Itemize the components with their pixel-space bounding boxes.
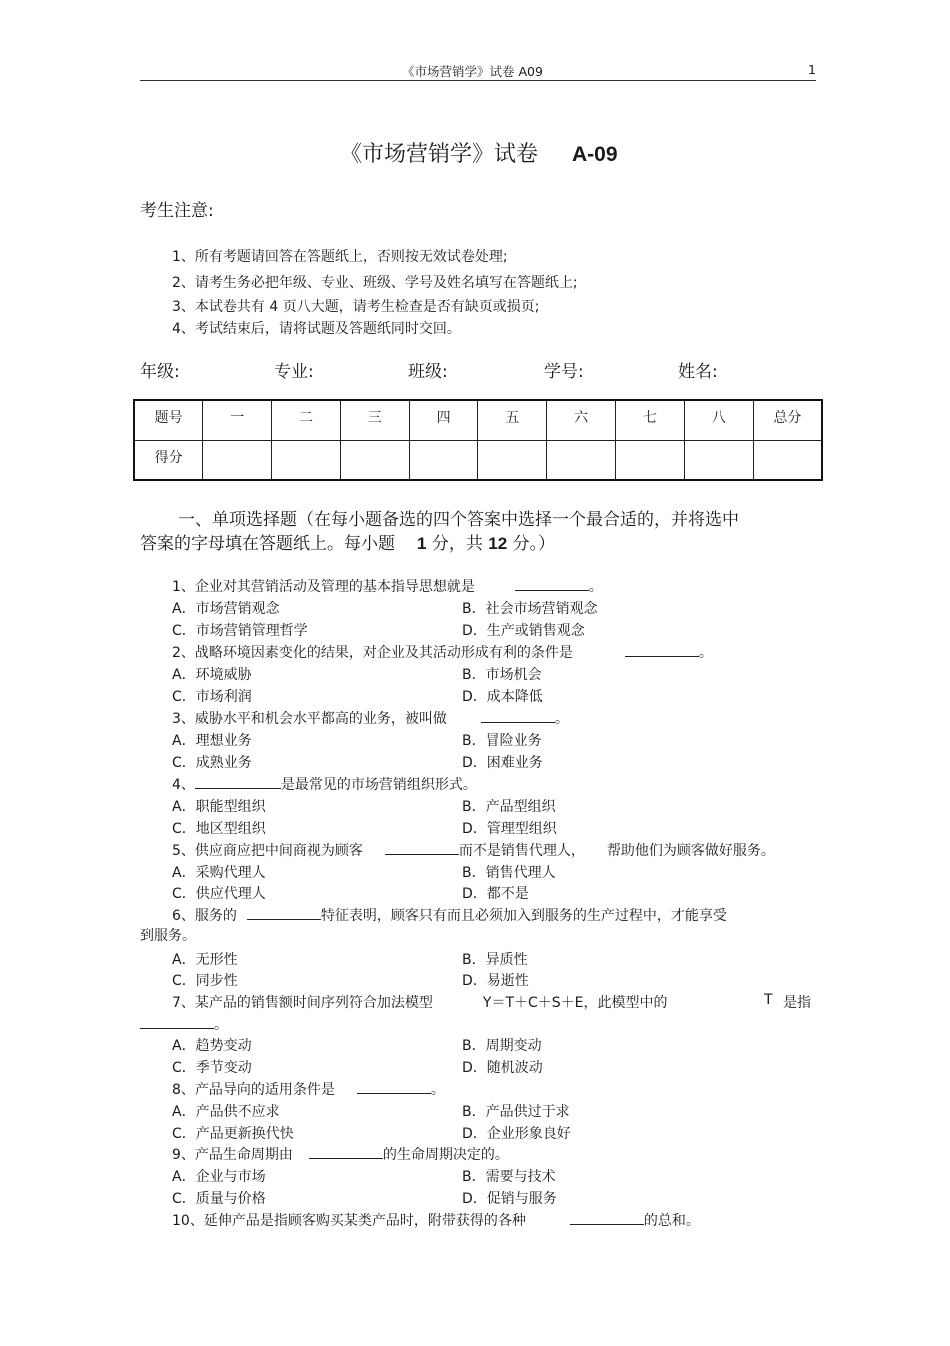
section1-total: 12: [488, 534, 508, 553]
score-cell: [478, 440, 547, 480]
title-code: A-09: [572, 143, 618, 166]
option-b: B．市场机会: [462, 667, 542, 683]
option-b: B．社会市场营销观念: [462, 601, 598, 617]
option-a: A．采购代理人: [172, 865, 266, 881]
question-end: 特征表明，顾客只有而且必须加入到服务的生产过程中，才能享受: [320, 908, 727, 924]
option-c: C．产品更新换代快: [172, 1126, 294, 1142]
score-header-cell: 二: [272, 400, 341, 440]
score-header-cell: 六: [547, 400, 616, 440]
question-stem: 10、延伸产品是指顾客购买某类产品时，附带获得的各种: [172, 1213, 526, 1229]
question-stem: 3、威胁水平和机会水平都高的业务，被叫做: [172, 711, 447, 727]
question-mid: 而不是销售代理人，: [458, 843, 585, 859]
section1-text: 分，共: [431, 534, 483, 554]
option-d: D．都不是: [462, 886, 529, 902]
option-c: C．地区型组织: [172, 821, 266, 837]
option-a: A．趋势变动: [172, 1038, 252, 1054]
notice-heading: 考生注意:: [140, 201, 214, 221]
answer-blank: [625, 642, 699, 657]
notice-item: 2、请考生务必把年级、专业、班级、学号及姓名填写在答题纸上;: [172, 275, 578, 291]
score-header-cell: 七: [616, 400, 685, 440]
question-end: 是最常见的市场营销组织形式。: [280, 777, 477, 793]
question-6-continuation: 到服务。: [140, 928, 196, 944]
option-d: D．生产或销售观念: [462, 623, 585, 639]
field-class: 班级:: [408, 362, 448, 382]
answer-blank: [481, 708, 555, 723]
score-header-cell: 三: [340, 400, 409, 440]
question-end: 。: [430, 1082, 445, 1098]
option-a: A．产品供不应求: [172, 1104, 280, 1120]
score-header-cell: 题号: [134, 400, 203, 440]
score-cell: [753, 440, 822, 480]
question-stem: 6、服务的: [172, 908, 237, 924]
score-cell: [616, 440, 685, 480]
question-9: [172, 1144, 509, 1164]
score-cell: [340, 440, 409, 480]
question-7-t: T: [764, 992, 773, 1008]
question-stem: 1、企业对其营销活动及管理的基本指导思想就是: [172, 579, 475, 595]
score-cell: [409, 440, 478, 480]
section1-heading-line2: [140, 529, 555, 554]
option-b: B．需要与技术: [462, 1169, 556, 1185]
option-d: D．管理型组织: [462, 821, 557, 837]
option-a: A．环境威胁: [172, 667, 252, 683]
option-d: D．困难业务: [462, 755, 543, 771]
option-b: B．冒险业务: [462, 733, 542, 749]
score-header-cell: 八: [684, 400, 753, 440]
score-header-cell: 一: [203, 400, 272, 440]
notice-item: 1、所有考题请回答在答题纸上，否则按无效试卷处理;: [172, 249, 508, 265]
question-stem: 4、: [172, 777, 195, 793]
question-end: 。: [588, 579, 603, 595]
option-d: D．随机波动: [462, 1060, 543, 1076]
option-b: B．产品型组织: [462, 799, 556, 815]
answer-blank: [357, 1079, 431, 1094]
option-b: B．周期变动: [462, 1038, 542, 1054]
section1-points: 1: [417, 534, 427, 553]
option-d: D．易逝性: [462, 973, 529, 989]
section1-text: 答案的字母填在答题纸上。每小题: [140, 534, 395, 554]
score-cell: [684, 440, 753, 480]
question-stem: 9、产品生命周期由: [172, 1147, 293, 1163]
running-header-title: 《市场营销学》试卷 A09: [402, 64, 543, 79]
question-1: [172, 576, 603, 596]
answer-blank: [385, 840, 459, 855]
question-end: 。: [554, 711, 569, 727]
option-c: C．市场利润: [172, 689, 252, 705]
question-stem: 2、战略环境因素变化的结果，对企业及其活动形成有利的条件是: [172, 645, 573, 661]
answer-blank: [309, 1144, 383, 1159]
field-major: 专业:: [274, 362, 314, 382]
option-c: C．供应代理人: [172, 886, 266, 902]
question-end: 的生命周期决定的。: [382, 1147, 509, 1163]
question-end: 的总和。: [643, 1213, 700, 1229]
score-table: [133, 399, 823, 481]
question-stem: 8、产品导向的适用条件是: [172, 1082, 335, 1098]
answer-blank: [140, 1014, 214, 1029]
field-name: 姓名:: [678, 362, 718, 382]
question-stem: 5、供应商应把中间商视为顾客: [172, 843, 363, 859]
question-2: [172, 642, 713, 662]
option-b: B．产品供过于求: [462, 1104, 570, 1120]
option-a: A．理想业务: [172, 733, 252, 749]
score-header-cell: 四: [409, 400, 478, 440]
score-header-cell: 总分: [753, 400, 822, 440]
option-c: C．成熟业务: [172, 755, 252, 771]
question-3: [172, 708, 569, 728]
question-4: [172, 774, 477, 794]
header-rule: [140, 80, 816, 81]
question-end: 。: [698, 645, 713, 661]
question-7: [172, 992, 668, 1012]
option-a: A．企业与市场: [172, 1169, 266, 1185]
option-a: A．职能型组织: [172, 799, 266, 815]
notice-item: 4、考试结束后，请将试题及答题纸同时交回。: [172, 321, 461, 337]
question-end: 帮助他们为顾客做好服务。: [606, 843, 775, 859]
notice-item: 3、本试卷共有 4 页八大题，请考生检查是否有缺页或损页;: [172, 299, 540, 315]
option-a: A．无形性: [172, 952, 238, 968]
answer-blank: [515, 576, 589, 591]
option-c: C．市场营销管理哲学: [172, 623, 308, 639]
score-header-cell: 五: [478, 400, 547, 440]
score-table-header-row: [134, 400, 822, 440]
question-7-is: 是指: [783, 995, 811, 1011]
question-10: [172, 1210, 700, 1230]
field-student-id: 学号:: [544, 362, 584, 382]
page-number: 1: [808, 62, 816, 77]
score-cell: [547, 440, 616, 480]
option-c: C．季节变动: [172, 1060, 252, 1076]
option-b: B．异质性: [462, 952, 528, 968]
score-cell: [203, 440, 272, 480]
answer-blank: [570, 1210, 644, 1225]
score-table-score-row: [134, 440, 822, 480]
question-model: Y＝T＋C＋S＋E，此模型中的: [482, 995, 668, 1011]
option-d: D．成本降低: [462, 689, 543, 705]
answer-blank: [195, 774, 281, 789]
title-main: 《市场营销学》试卷: [340, 142, 539, 167]
field-grade: 年级:: [140, 362, 180, 382]
question-end: 。: [214, 1017, 228, 1033]
section1-heading-line1: 一、单项选择题（在每小题备选的四个答案中选择一个最合适的，并将选中: [178, 510, 739, 530]
option-d: D．促销与服务: [462, 1191, 557, 1207]
question-7-continuation: [140, 1014, 228, 1034]
score-row-label: 得分: [134, 440, 203, 480]
option-b: B．销售代理人: [462, 865, 556, 881]
option-c: C．质量与价格: [172, 1191, 266, 1207]
question-5: [172, 840, 775, 860]
section1-text: 分。）: [512, 534, 556, 554]
page-title: [340, 137, 618, 168]
option-c: C．同步性: [172, 973, 238, 989]
score-cell: [272, 440, 341, 480]
option-a: A．市场营销观念: [172, 601, 280, 617]
question-8: [172, 1079, 445, 1099]
option-d: D．企业形象良好: [462, 1126, 571, 1142]
answer-blank: [247, 905, 321, 920]
question-stem: 7、某产品的销售额时间序列符合加法模型: [172, 995, 433, 1011]
question-6: [172, 905, 727, 925]
